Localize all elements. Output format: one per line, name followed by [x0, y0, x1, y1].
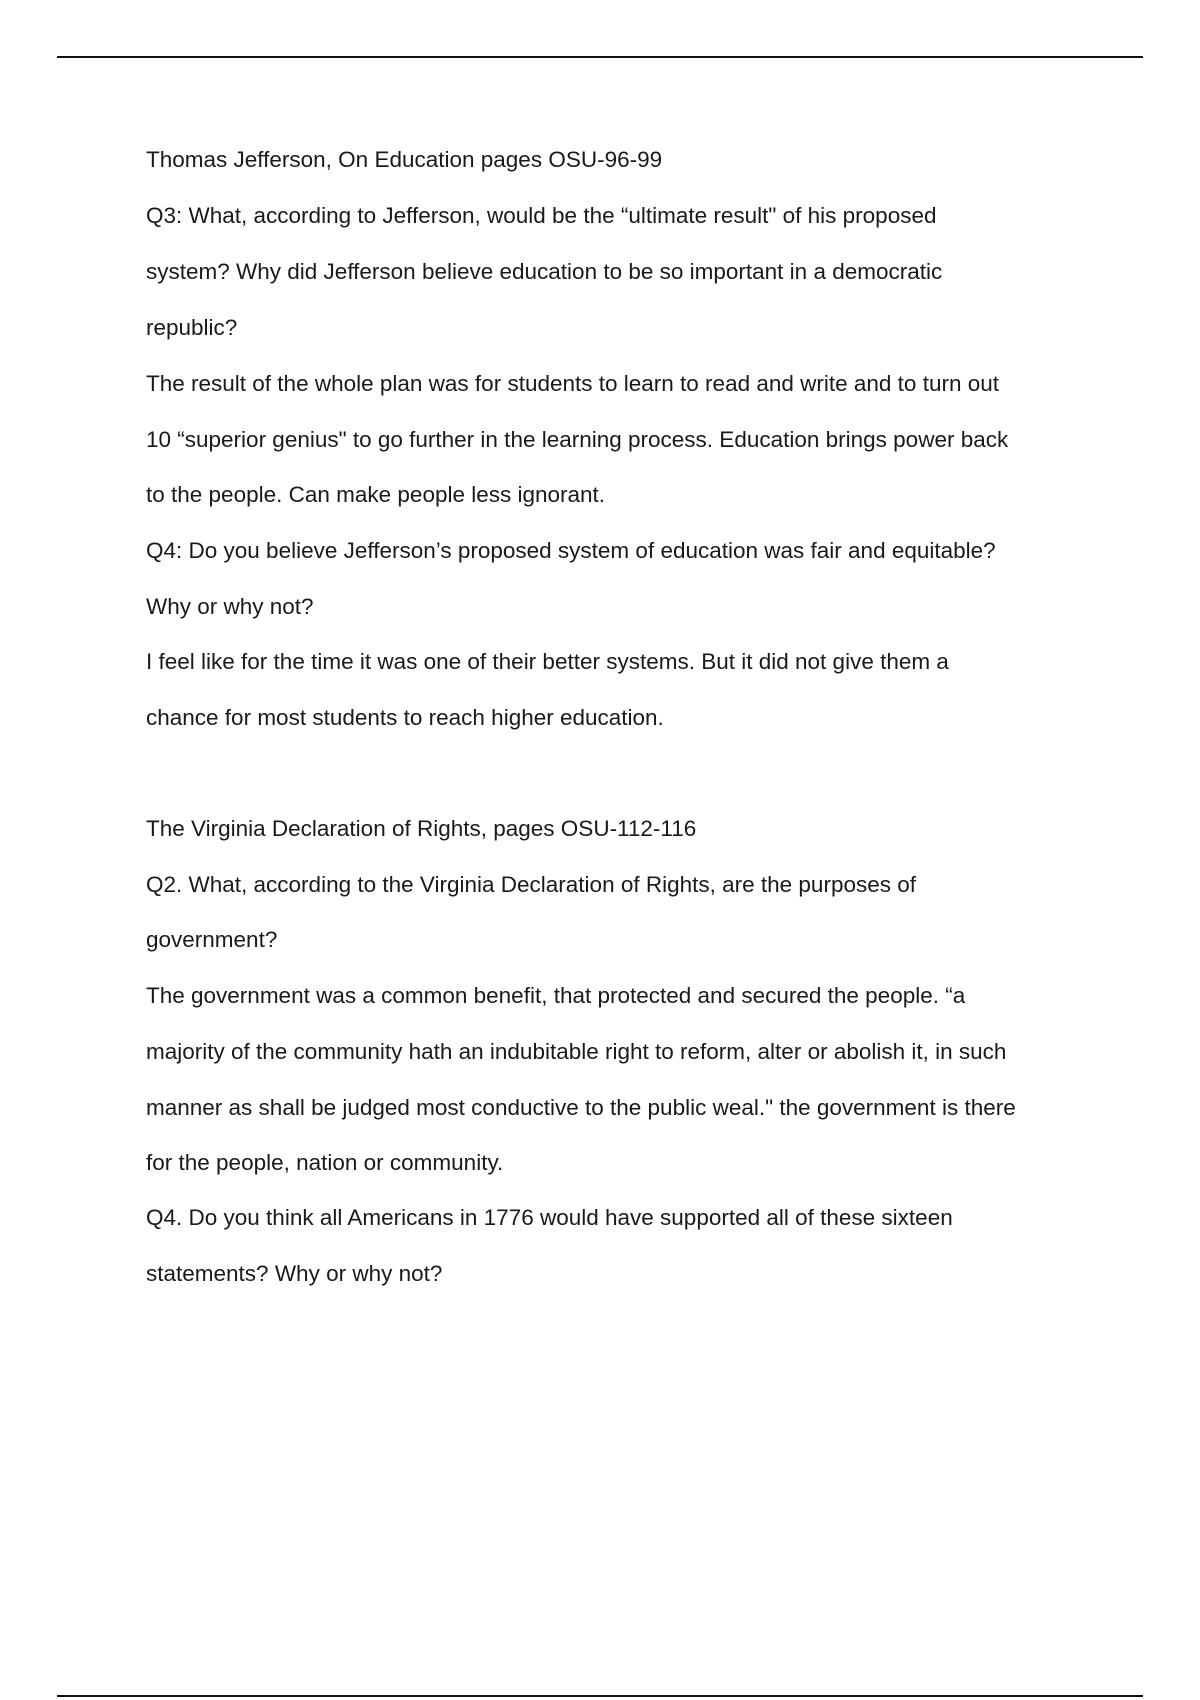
question-q3-line-2: system? Why did Jefferson believe education to be so important in a democratic	[146, 259, 943, 284]
answer-q4-line-2: chance for most students to reach higher education.	[146, 705, 664, 730]
question-q4-line-1: Q4: Do you believe Jefferson’s proposed system of education was fair and equitable?	[146, 538, 996, 563]
question-q4b-line-2: statements? Why or why not?	[146, 1261, 443, 1286]
question-q2-line-1: Q2. What, according to the Virginia Declaration of Rights, are the purposes of	[146, 872, 916, 897]
answer-q3-line-2: 10 “superior genius" to go further in the learning process. Education brings power back	[146, 427, 1009, 452]
answer-q2-line-2: majority of the community hath an indubitable right to reform, alter or abolish it, in such	[146, 1039, 1007, 1064]
answer-q3-line-3: to the people. Can make people less ignorant.	[146, 482, 606, 507]
question-q4b-line-1: Q4. Do you think all Americans in 1776 would have supported all of these sixteen	[146, 1205, 953, 1230]
answer-q2-line-3: manner as shall be judged most conductive to the public weal." the government is there	[146, 1095, 1016, 1120]
section-heading-jefferson: Thomas Jefferson, On Education pages OSU-96-99	[146, 147, 663, 172]
answer-q2-line-1: The government was a common benefit, that protected and secured the people. “a	[146, 983, 966, 1008]
answer-q2-line-4: for the people, nation or community.	[146, 1150, 504, 1175]
question-q4-line-2: Why or why not?	[146, 594, 314, 619]
answer-q4-line-1: I feel like for the time it was one of their better systems. But it did not give them a	[146, 649, 949, 674]
top-divider	[57, 56, 1143, 58]
section-heading-virginia: The Virginia Declaration of Rights, pages OSU-112-116	[146, 816, 697, 841]
bottom-divider	[57, 1695, 1143, 1697]
answer-q3-line-1: The result of the whole plan was for students to learn to read and write and to turn out	[146, 371, 1000, 396]
question-q2-line-2: government?	[146, 927, 278, 952]
question-q3-line-3: republic?	[146, 315, 238, 340]
question-q3-line-1: Q3: What, according to Jefferson, would be the “ultimate result" of his proposed	[146, 203, 937, 228]
